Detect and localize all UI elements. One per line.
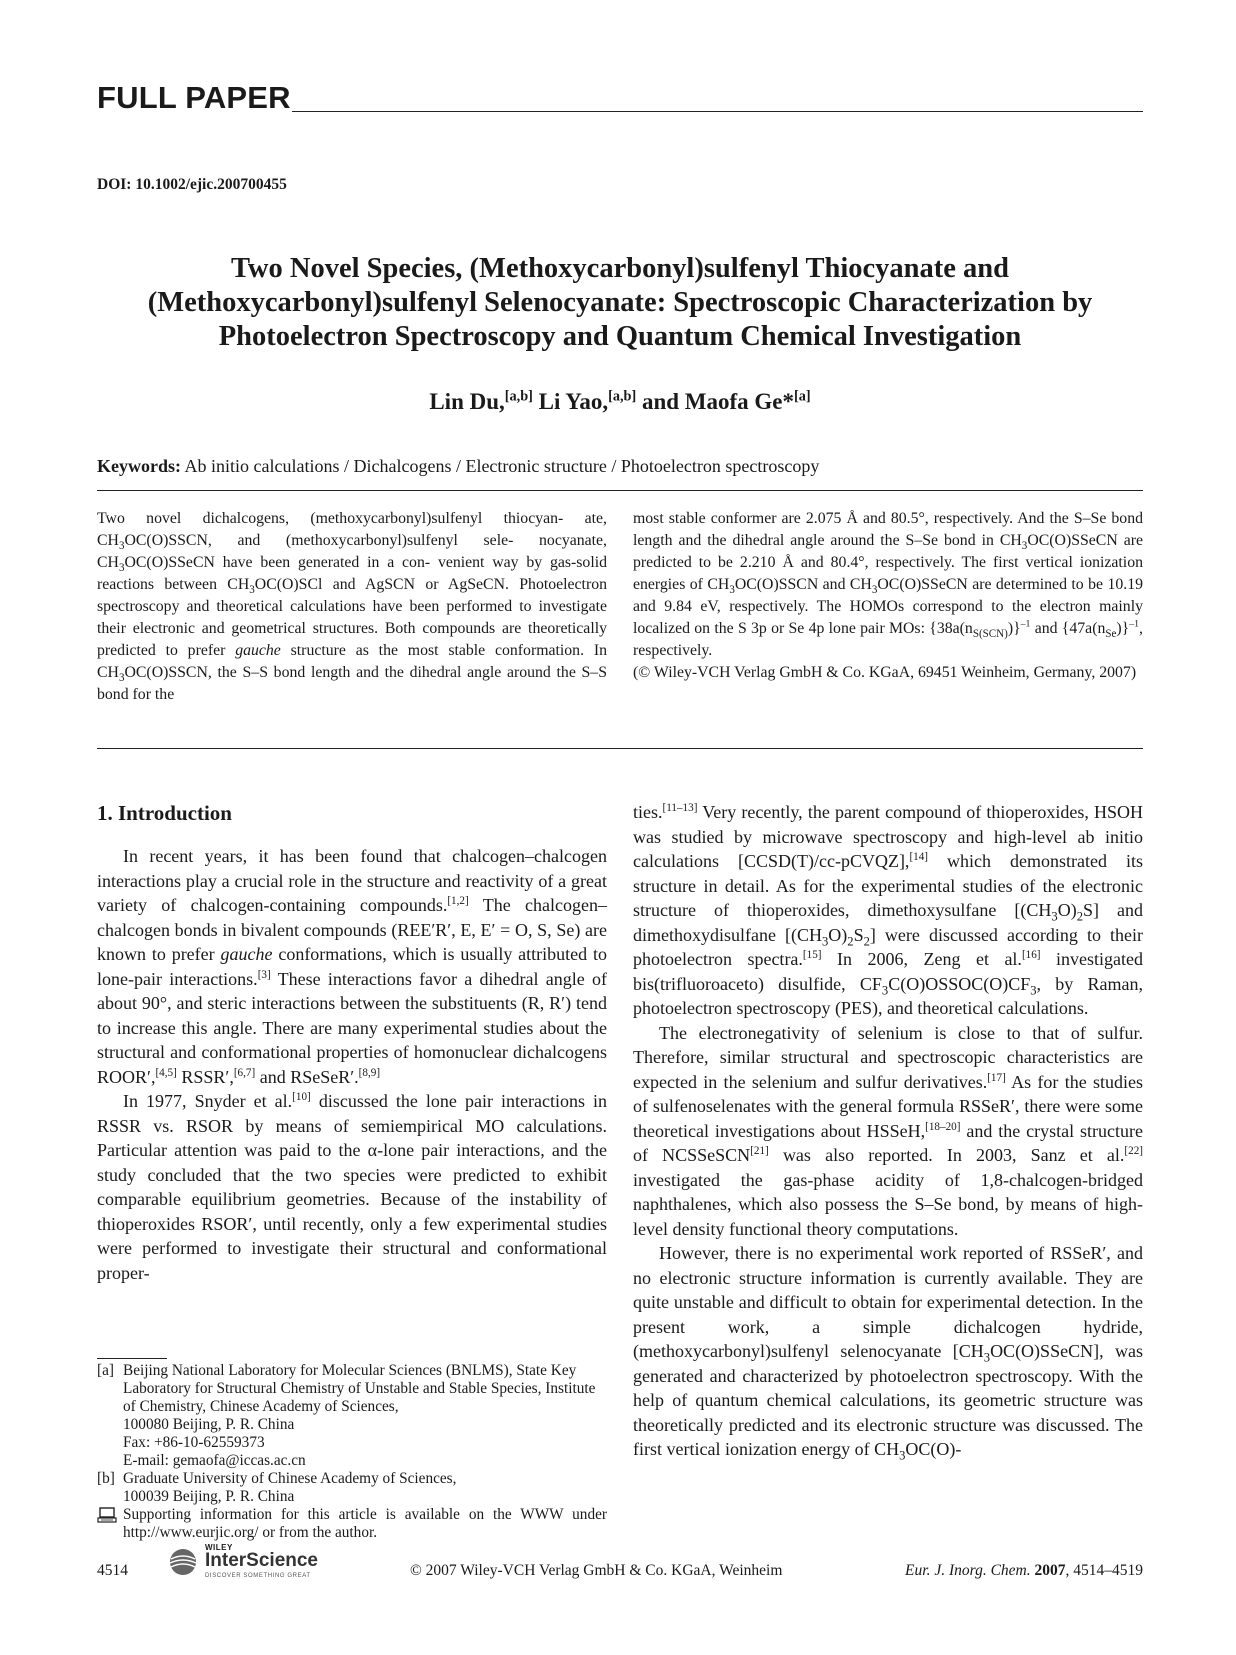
abstract-text: OC(O)SSCN and CH: [734, 576, 872, 593]
abstract-text: ate, CH: [97, 510, 607, 549]
keywords: [97, 456, 1143, 477]
paragraph: In recent years, it has been found that chalcogen–chalcogen interactions play a crucial role in the structure and reactivity of a great variety of chalcogen-containing compounds.[1,2] The chalcogen–chalcogen bonds in bivalent compounds (REE′R′, E, E′ = O, S, Se) are known to prefer gauche conformations, which is usually attributed to lone-pair interactions.[3] These interactions favor a dihedral angle of about 90°, and steric interactions between the substituents (R, R′) tend to increase this angle. There are many experimental studies about the structural and conformational properties of homonuclear dichalcogens ROOR′,[4,5] RSSR′,[6,7] and RSeSeR′.[8,9]: [97, 846, 607, 1087]
logo-name: InterScience: [205, 1550, 318, 1571]
logo-wiley: WILEY: [205, 1543, 233, 1552]
title-line: (Methoxycarbonyl)sulfenyl Selenocyanate: Spectroscopic Characterization by: [147, 287, 1093, 318]
paragraph: In 1977, Snyder et al.[10] discussed the lone pair interactions in RSSR vs. RSOR by means of semiempirical MO calculations. Particular attention was paid to the α-lone pair interactions, and the study concluded that the two species were predicted to exhibit comparable equilibrium geometries. Because of the instability of thioperoxides RSOR′, until recently, only a few experimental studies were performed to investigate their structural and conformational proper-: [97, 1091, 608, 1283]
abstract-right-column: [633, 508, 1143, 684]
subscript: S(SCN): [972, 628, 1008, 641]
author-affiliation: [a,b]: [608, 388, 637, 405]
subscript: 3: [871, 584, 878, 597]
abstract-text: OC(O)SSeCN have been generated in a con-: [124, 554, 431, 571]
computer-icon: [97, 1506, 123, 1542]
doi: DOI: 10.1002/ejic.200700455: [97, 176, 287, 193]
author-name: Lin Du,: [429, 389, 505, 414]
author-affiliation: [a]: [794, 388, 811, 405]
article-title: [97, 252, 1143, 354]
paragraph: However, there is no experimental work reported of RSSeR′, and no electronic structure information is currently available. They are quite unstable and difficult to obtain for experimental detection. In the present work, a simple dichalcogen hydride, (methoxycarbonyl)sulfenyl selenocyanate $[CH_3OC(O)SSeCN]$, was generated and characterized by photoelectron spectroscopy. With the help of quantum chemical calculations, its geometric structure was theoretically predicted and its electronic structure was discussed. The first vertical ionization energy of $CH_3OC(O)-$: [633, 1243, 1143, 1463]
author-list: [97, 389, 1143, 415]
superscript: –1: [1129, 618, 1140, 630]
footnote-supporting-info: [97, 1506, 607, 1542]
journal-year: 2007: [1034, 1562, 1066, 1579]
body-right-column: [633, 800, 1143, 1462]
journal-name: Eur. J. Inorg. Chem.: [905, 1562, 1031, 1579]
subscript: 3: [118, 540, 125, 553]
abstract-italic: gauche: [235, 642, 281, 659]
abstract-bottom-rule: [97, 748, 1143, 749]
paragraph: The electronegativity of selenium is close to that of sulfur. Therefore, similar structural and spectroscopic characteristics are expected in the selenium and sulfur derivatives.[17] As for the studies of sulfenoselenates with the general formula RSSeR′, there were some theoretical investigations about HSSeH,[18–20] and the crystal structure of NCSSeSCN[21] was also reported. In 2003, Sanz et al.[22] investigated the gas-phase acidity of 1,8-chalcogen-bridged naphthalenes, which also possess the S–Se bond, by means of high-level density functional theory computations.: [633, 1022, 1144, 1239]
abstract-left-column: [97, 508, 607, 706]
keywords-text: Ab initio calculations / Dichalcogens / Electronic structure / Photoelectron spectroscopy: [184, 456, 820, 476]
abstract-text: OC(O)SSeCN are predicted to be 2.210 Å and 80.4°, respectively. The first vertical ionization energies of CH: [633, 532, 1143, 593]
abstract-text: venient way by gas-solid reactions between CH: [97, 554, 608, 593]
journal-reference: [843, 1562, 1143, 1580]
interscience-logo: [165, 1543, 335, 1583]
superscript: –1: [1020, 618, 1031, 630]
subscript: Se: [1105, 628, 1117, 641]
affiliation-email: E-mail: gemaofa@iccas.ac.cn: [123, 1452, 306, 1469]
footnote-b: [97, 1470, 607, 1506]
section-heading: 1. Introduction: [97, 801, 232, 825]
affiliation-text: Beijing National Laboratory for Molecular Sciences (BNLMS), State Key Laboratory for Structural Chemistry of Unstable and Stable Species, Institute of Chemistry, Chinese Academy of Sciences,: [123, 1362, 596, 1415]
subscript: 3: [729, 584, 735, 597]
section-label: FULL PAPER: [97, 80, 291, 115]
subscript: 3: [118, 672, 125, 685]
abstract-copyright: (© Wiley-VCH Verlag GmbH & Co. KGaA, 69451 Weinheim, Germany, 2007): [633, 664, 1137, 681]
affiliation-fax: Fax: +86-10-62559373: [123, 1434, 265, 1451]
footnote-rule: [97, 1358, 167, 1359]
abstract-text: Two novel dichalcogens, (methoxycarbonyl)sulfenyl thiocyan-: [97, 510, 564, 527]
abstract-text: OC(O)SSCN, and (methoxycarbonyl)sulfenyl sele-: [124, 532, 514, 549]
page-number: 4514: [97, 1562, 128, 1579]
abstract-text: )}: [1007, 620, 1021, 637]
abstract-text: OC(O)SCl: [254, 576, 323, 593]
author-affiliation: [a,b]: [504, 388, 533, 405]
affiliation-text: Graduate University of Chinese Academy of Sciences,: [123, 1470, 457, 1487]
abstract-text: OC(O)SSeCN are determined to be 10.19 and 9.84 eV, respectively. The HOMOs correspond to the electron mainly localized on the S 3p or Se 4p lone pair MOs: {38a(n: [633, 576, 1143, 637]
supporting-info-text: Supporting information for this article is available on the WWW under http://www.eurjic.org/ or from the author.: [123, 1506, 607, 1541]
abstract-text: OC(O)SSCN, the S–S bond length and the dihedral angle around the S–S bond for the: [97, 664, 607, 703]
paragraph: ties.[11–13] Very recently, the parent compound of thioperoxides, HSOH was studied by microwave spectroscopy and high-level ab initio calculations [CCSD(T)/cc-pCVQZ],[14] which demonstrated its structure in detail. As for the experimental studies of the electronic structure of thioperoxides, dimethoxysulfane $[(CH_3O)_2S]$ and dimethoxydisulfane $[(CH_3O)_2S_2]$ were discussed according to their photoelectron spectra.[15] In 2006, Zeng et al.[16] investigated bis(trifluoroaceto) disulfide, $CF_3C(O)OSSOC(O)CF_3$, by Raman, photoelectron spectroscopy (PES), and theoretical calculations.: [633, 802, 1144, 1018]
author-name: Li Yao,: [538, 389, 609, 414]
abstract-text: , respectively.: [633, 620, 1143, 659]
abstract-text: most stable conformer are 2.075 Å and 80.5°, respectively. And the S–Se bond length and the dihedral angle around the S–Se bond in CH: [633, 510, 1143, 549]
footnote-a: [97, 1362, 607, 1470]
footer-copyright: © 2007 Wiley-VCH Verlag GmbH & Co. KGaA, Weinheim: [410, 1562, 783, 1579]
author-name: and Maofa Ge*: [641, 389, 795, 414]
abstract-top-rule: [97, 490, 1143, 491]
abstract-text: )}: [1116, 620, 1130, 637]
affiliation-address: 100080 Beijing, P. R. China: [123, 1416, 295, 1433]
subscript: 3: [1021, 540, 1028, 553]
subscript: 3: [249, 584, 255, 597]
title-line: Photoelectron Spectroscopy and Quantum Chemical Investigation: [218, 321, 1022, 352]
header-rule: [292, 111, 1143, 112]
abstract-text: and {47a(n: [1034, 620, 1106, 637]
body-left-column: [97, 844, 607, 1285]
globe-icon: [165, 1547, 201, 1577]
footnote-marker: [b]: [97, 1470, 115, 1487]
abstract-text: structure as the most stable conformation. In CH: [97, 642, 607, 681]
keywords-label: Keywords:: [97, 456, 181, 476]
abstract-text: nocyanate, CH: [97, 532, 607, 571]
subscript: 3: [118, 562, 125, 575]
journal-pages: , 4514–4519: [1065, 1562, 1143, 1579]
affiliation-address: 100039 Beijing, P. R. China: [123, 1488, 295, 1505]
footnote-marker: [a]: [97, 1362, 114, 1379]
logo-tagline: DISCOVER SOMETHING GREAT: [205, 1573, 311, 1579]
title-line: Two Novel Species, (Methoxycarbonyl)sulfenyl Thiocyanate and: [231, 253, 1009, 284]
footnotes: [97, 1362, 607, 1542]
abstract-text: and AgSCN or AgSeCN. Photoelectron spectroscopy and theoretical calculations have been performed to investigate their electronic and geometrical structures. Both compounds are theoretically predicted to prefer: [97, 576, 607, 659]
